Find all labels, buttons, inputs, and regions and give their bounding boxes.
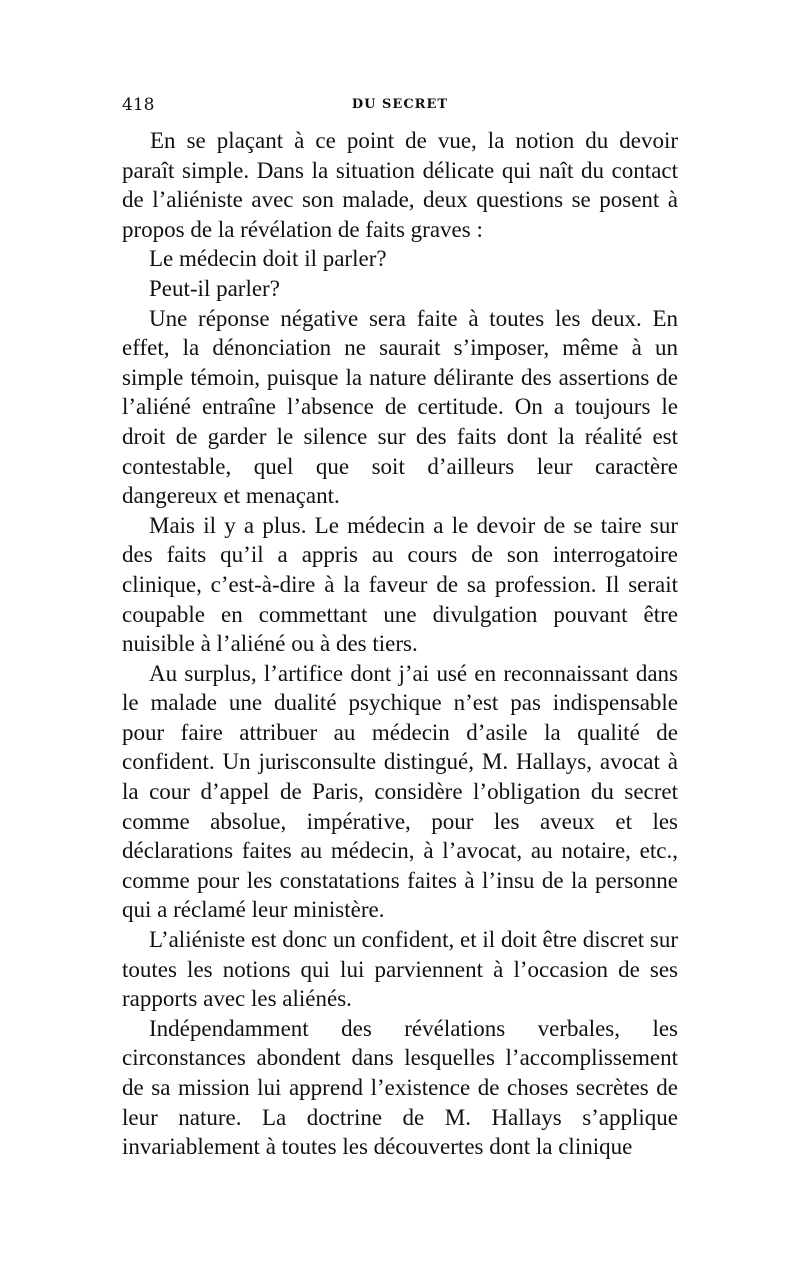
paragraph-question-2: Peut-il parler?: [149, 275, 280, 301]
paragraph-2: Une réponse négative sera faite à toutes les deux. En effet, la dénonciation ne saurait s’imposer, même à un simple témoin, puisque la nature délirante des assertions de l’aliéné entraîne l’absence de certitude. On a toujours le droit de garder le silence sur des faits dont la réalité est contestable, quel que soit d’ailleurs leur caractère dangereux et menaçant.: [122, 305, 678, 509]
paragraph-5: L’aliéniste est donc un confident, et il doit être discret sur toutes les notions qui lui parviennent à l’occasion de ses rapports avec les aliénés.: [122, 927, 678, 1012]
body-text: [122, 126, 678, 1162]
paragraph-question-1: Le médecin doit il parler?: [149, 246, 387, 272]
paragraph-4: Au surplus, l’artifice dont j’ai usé en reconnaissant dans le malade une dualité psychique n’est pas indispensable pour faire attribuer au médecin d’asile la qualité de confident. Un jurisconsulte distingué, M. Hallays, avocat à la cour d’appel de Paris, considère l’obligation du secret comme absolue, impérative, pour les aveux et les déclarations faites au médecin, à l’avocat, au notaire, etc., comme pour les constatations faites à l’insu de la personne qui a réclamé leur ministère.: [122, 660, 678, 923]
book-page: [122, 90, 678, 1162]
running-header: [122, 90, 678, 120]
paragraph-6: Indépendamment des révélations verbales, les circonstances abondent dans lesquelles l’accomplissement de sa mission lui apprend l’existence de choses secrètes de leur nature. La doctrine de M. Hallays s’applique invariablement à toutes les découvertes dont la clinique: [122, 1015, 678, 1160]
paragraph-1: En se plaçant à ce point de vue, la notion du devoir paraît simple. Dans la situation délicate qui naît du contact de l’aliéniste avec son malade, deux questions se posent à propos de la révélation de faits graves :: [122, 128, 678, 242]
running-title: DU SECRET: [351, 97, 449, 112]
paragraph-3: Mais il y a plus. Le médecin a le devoir de se taire sur des faits qu’il a appris au cours de son interrogatoire clinique, c’est-à-dire à la faveur de sa profession. Il serait coupable en commettant une divulgation pouvant être nuisible à l’aliéné ou à des tiers.: [122, 512, 678, 657]
page-number: 418: [122, 95, 155, 115]
